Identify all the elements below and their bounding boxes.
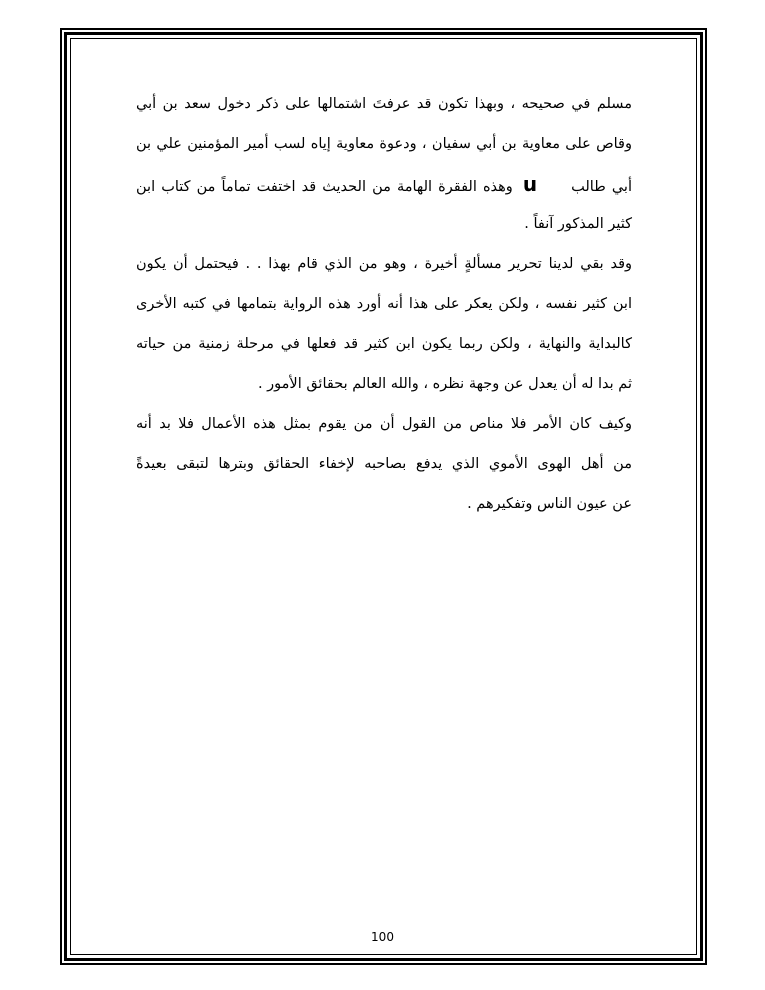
text-line: وقاص على معاوية بن أبي سفيان ، ودعوة معاوية إياه لسب أمير المؤمنين علي بن [136, 136, 632, 152]
text-line: وكيف كان الأمر فلا مناص من القول أن من يقوم بمثل هذه الأعمال فلا بد أنه [136, 416, 632, 432]
text-line [136, 164, 632, 204]
text-line: وقد بقي لدينا تحرير مسألةٍ أخيرة ، وهو من الذي قام بهذا . . فيحتمل أن يكون [136, 256, 632, 272]
text-line: ابن كثير نفسه ، ولكن يعكر على هذا أنه أورد هذه الرواية بتمامها في كتبه الأخرى [136, 296, 632, 312]
text-line: ثم بدا له أن يعدل عن وجهة نظره ، والله العالم بحقائق الأمور . [257, 376, 632, 392]
text-line: عن عيون الناس وتفكيرهم . [467, 496, 632, 512]
paragraph-3 [136, 404, 632, 524]
text-fragment: أبي طالب [571, 179, 632, 195]
text-line: كثير المذكور آنفاً . [524, 216, 632, 232]
page-number: 100 [371, 930, 394, 944]
text-line: كالبداية والنهاية ، ولكن ربما يكون ابن كثير قد فعلها في مرحلة زمنية من حياته [136, 336, 632, 352]
honorific-symbol: u [522, 172, 538, 196]
paragraph-1 [136, 84, 632, 244]
text-fragment: وهذه الفقرة الهامة من الحديث قد اختفت تماماً من كتاب ابن [136, 179, 513, 195]
paragraph-2 [136, 244, 632, 404]
text-line: مسلم في صحيحه ، وبهذا تكون قد عرفتَ اشتمالها على ذكر دخول سعد بن أبي [136, 96, 632, 112]
text-line: من أهل الهوى الأموي الذي يدفع بصاحبه لإخفاء الحقائق وبترها لتبقى بعيدةً [136, 456, 632, 472]
page-body-text [136, 84, 632, 524]
